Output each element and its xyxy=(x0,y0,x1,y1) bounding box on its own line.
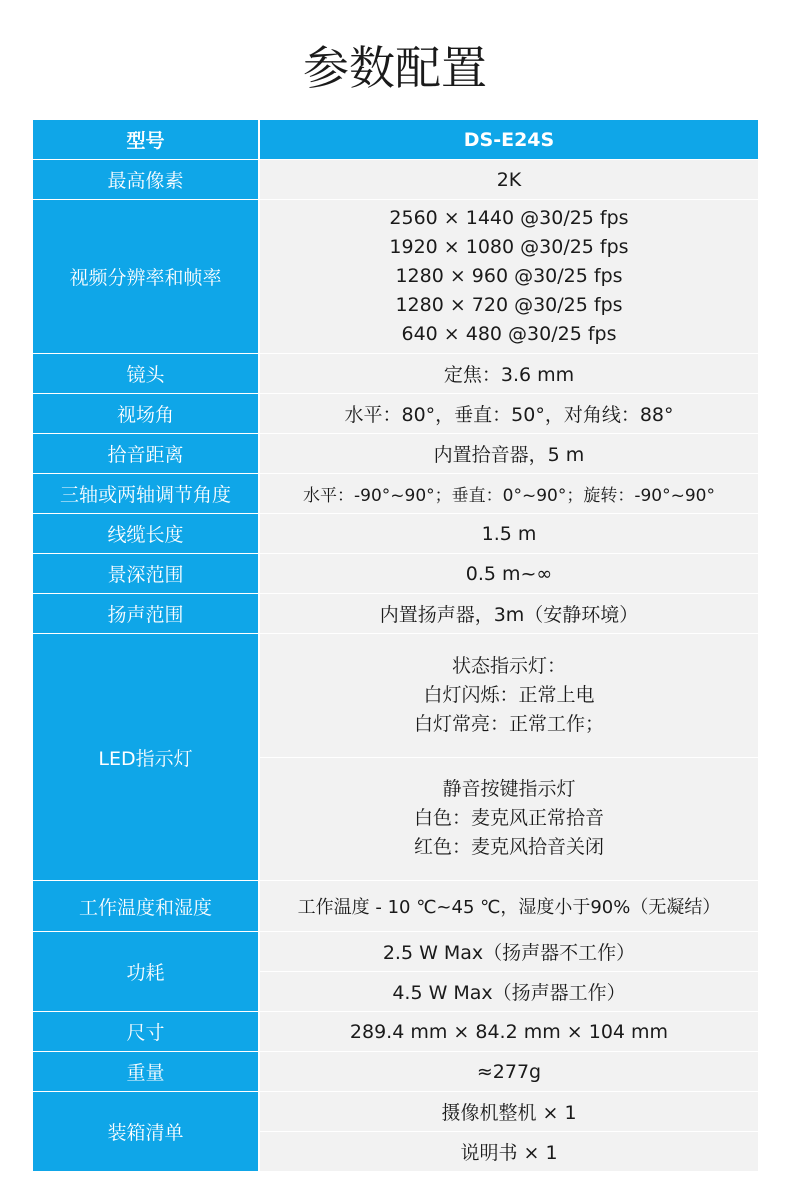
spec-label: 尺寸 xyxy=(33,1012,258,1052)
spec-row xyxy=(33,554,758,594)
spec-label: 视场角 xyxy=(33,394,258,434)
spec-label: 扬声范围 xyxy=(33,594,258,634)
spec-row xyxy=(33,881,758,932)
spec-row xyxy=(33,1012,758,1052)
spec-label: 重量 xyxy=(33,1052,258,1092)
spec-row xyxy=(33,514,758,554)
resolution-line: 2560 × 1440 @30/25 fps xyxy=(389,207,629,229)
spec-label: 工作温度和湿度 xyxy=(33,881,258,932)
spec-label: 拾音距离 xyxy=(33,434,258,474)
spec-label: 最高像素 xyxy=(33,160,258,200)
spec-row xyxy=(33,160,758,200)
spec-row xyxy=(33,394,758,434)
resolution-line: 1280 × 960 @30/25 fps xyxy=(395,265,623,287)
spec-value: 工作温度 - 10 ℃~45 ℃，湿度小于90%（无凝结） xyxy=(260,881,758,932)
spec-label: 功耗 xyxy=(33,932,258,1012)
spec-value: ≈277g xyxy=(260,1052,758,1092)
led-line: 白灯常亮：正常工作； xyxy=(413,712,604,735)
spec-value: 内置拾音器，5 m xyxy=(260,434,758,474)
led-line: 白色：麦克风正常拾音 xyxy=(413,807,604,830)
resolution-line: 1920 × 1080 @30/25 fps xyxy=(389,236,629,258)
spec-row xyxy=(33,594,758,634)
status-led-block xyxy=(260,634,758,757)
spec-label: 线缆长度 xyxy=(33,514,258,554)
spec-row xyxy=(33,634,758,881)
led-line: 静音按键指示灯 xyxy=(442,778,576,801)
spec-value: 水平：-90°~90°；垂直：0°~90°；旋转：-90°~90° xyxy=(260,474,758,514)
spec-row xyxy=(33,474,758,514)
spec-value xyxy=(260,1092,758,1172)
spec-label: LED指示灯 xyxy=(33,634,258,881)
spec-label: 镜头 xyxy=(33,354,258,394)
led-line: 白灯闪烁：正常上电 xyxy=(423,683,595,706)
spec-value xyxy=(260,932,758,1012)
spec-row xyxy=(33,1092,758,1172)
header-model-value: DS-E24S xyxy=(260,120,758,160)
spec-row xyxy=(33,932,758,1012)
spec-table xyxy=(33,120,758,1172)
header-label: 型号 xyxy=(33,120,258,160)
table-header-row xyxy=(33,120,758,160)
spec-label: 视频分辨率和帧率 xyxy=(33,200,258,354)
package-item: 说明书 × 1 xyxy=(260,1131,758,1171)
power-line: 2.5 W Max（扬声器不工作） xyxy=(382,942,636,964)
spec-value xyxy=(260,634,758,881)
spec-value xyxy=(260,200,758,354)
spec-label: 三轴或两轴调节角度 xyxy=(33,474,258,514)
led-line: 状态指示灯： xyxy=(451,654,566,677)
spec-value: 定焦：3.6 mm xyxy=(260,354,758,394)
mute-led-block xyxy=(260,757,758,881)
spec-row xyxy=(33,354,758,394)
spec-value: 水平：80°，垂直：50°，对角线：88° xyxy=(260,394,758,434)
power-line: 4.5 W Max（扬声器工作） xyxy=(260,971,758,1011)
spec-value: 289.4 mm × 84.2 mm × 104 mm xyxy=(260,1012,758,1052)
page-title: 参数配置 xyxy=(303,41,487,95)
resolution-line: 1280 × 720 @30/25 fps xyxy=(395,294,623,316)
spec-label: 装箱清单 xyxy=(33,1092,258,1172)
spec-row xyxy=(33,1052,758,1092)
spec-row xyxy=(33,200,758,354)
spec-value: 2K xyxy=(260,160,758,200)
spec-value: 0.5 m~∞ xyxy=(260,554,758,594)
resolution-line: 640 × 480 @30/25 fps xyxy=(401,323,617,345)
package-item: 摄像机整机 × 1 xyxy=(441,1102,577,1124)
led-line: 红色：麦克风拾音关闭 xyxy=(413,836,604,859)
spec-row xyxy=(33,434,758,474)
spec-label: 景深范围 xyxy=(33,554,258,594)
spec-value: 1.5 m xyxy=(260,514,758,554)
spec-value: 内置扬声器，3m（安静环境） xyxy=(260,594,758,634)
